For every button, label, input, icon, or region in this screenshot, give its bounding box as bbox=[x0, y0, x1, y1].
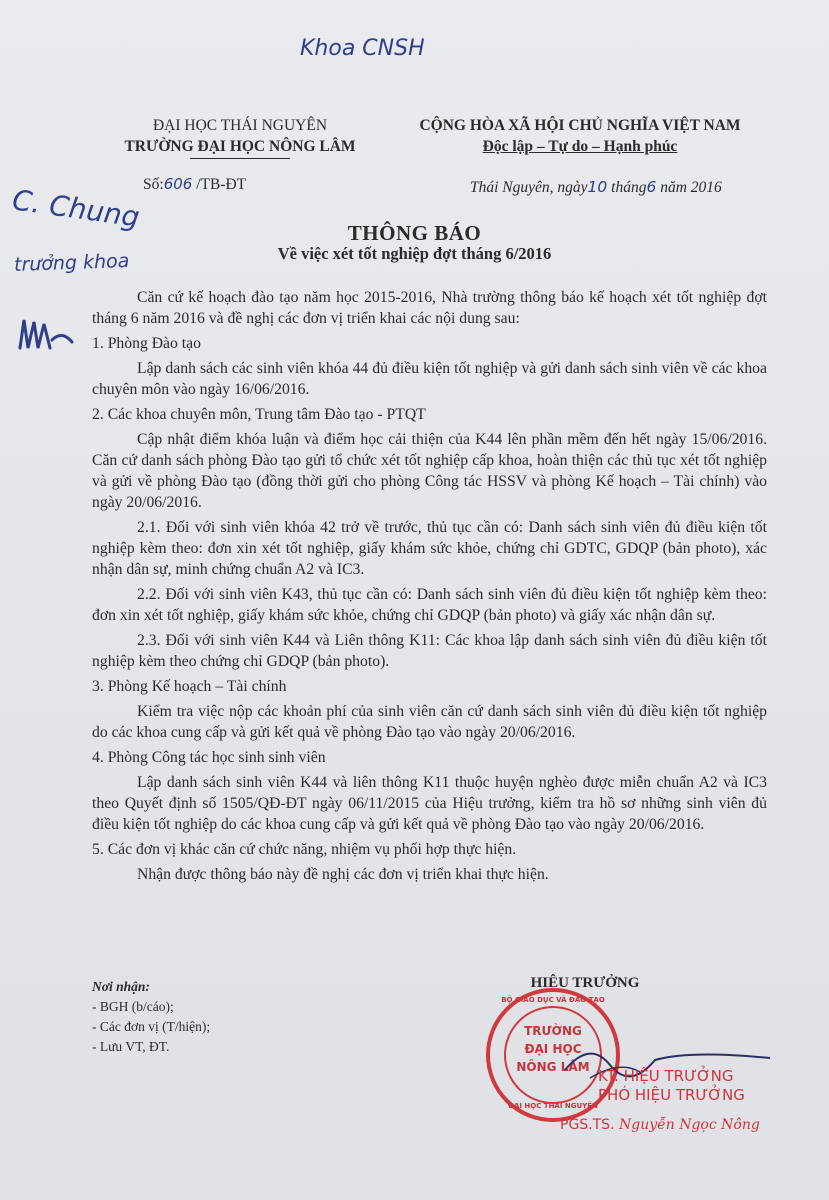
section-heading-1: 1. Phòng Đào tạo bbox=[92, 335, 201, 352]
issuer-header bbox=[100, 115, 380, 157]
stamp-ring-bottom: ĐẠI HỌC THÁI NGUYÊN bbox=[508, 1102, 598, 1110]
date-day-handwritten: 10 bbox=[587, 178, 608, 196]
section-heading-2: 2. Các khoa chuyên môn, Trung tâm Đào tạo - PTQT bbox=[92, 406, 426, 423]
issuer-parent: ĐẠI HỌC THÁI NGUYÊN bbox=[152, 117, 328, 134]
document-number bbox=[143, 175, 246, 194]
issuer-school: TRƯỜNG ĐẠI HỌC NÔNG LÂM bbox=[124, 138, 356, 155]
handwritten-note-side-2: trưởng khoa bbox=[13, 249, 130, 277]
section-heading-3: 3. Phòng Kế hoạch – Tài chính bbox=[92, 678, 287, 695]
recipients-block bbox=[92, 977, 352, 1057]
stamp-ring-top: BỘ GIÁO DỤC VÀ ĐÀO TẠO bbox=[501, 996, 605, 1004]
paragraph-section-2-3: 2.3. Đối với sinh viên K44 và Liên thông K11: Các khoa lập danh sách sinh viên đủ điều kiện tốt nghiệp kèm theo chứng chỉ GDQP (bản photo). bbox=[92, 632, 767, 670]
stamp-line-2: ĐẠI HỌC bbox=[524, 1042, 582, 1056]
handwritten-note-top: Khoa CNSH bbox=[300, 36, 425, 61]
paragraph-section-2-1: 2.1. Đối với sinh viên khóa 42 trở về trước, thủ tục cần có: Danh sách sinh viên đủ điều kiện tốt nghiệp kèm theo: đơn xin xét tốt nghiệp, giấy khám sức khỏe, chứng chỉ GDTC, GDQP (bản photo), xác nhận dân sự, minh chứng chuẩn A2 và IC3. bbox=[92, 519, 767, 578]
national-title: CỘNG HÒA XÃ HỘI CHỦ NGHĨA VIỆT NAM bbox=[419, 117, 741, 134]
national-motto: Độc lập – Tự do – Hạnh phúc bbox=[482, 138, 678, 155]
date-month-handwritten: 6 bbox=[646, 178, 657, 196]
paragraph-closing: Nhận được thông báo này đề nghị các đơn vị triển khai thực hiện. bbox=[137, 866, 549, 883]
handwritten-initials bbox=[12, 300, 82, 360]
issuer-underline bbox=[190, 158, 290, 159]
handwritten-note-side-1: C. Chung bbox=[10, 183, 142, 234]
document-subtitle: Về việc xét tốt nghiệp đợt tháng 6/2016 bbox=[277, 244, 552, 263]
document-number-suffix: /TB-ĐT bbox=[196, 176, 247, 193]
paragraph-section-3: Kiểm tra việc nộp các khoản phí của sinh viên căn cứ danh sách sinh viên đủ điều kiện tốt nghiệp do các khoa cung cấp và gửi kết quả về phòng Đào tạo vào ngày 20/06/2016. bbox=[92, 703, 767, 741]
document-date: Thái Nguyên, ngày10 tháng6 năm 2016 bbox=[470, 178, 722, 196]
document-title: THÔNG BÁO bbox=[347, 221, 482, 245]
recipients-heading: Nơi nhận: bbox=[92, 979, 150, 994]
paragraph-section-1: Lập danh sách các sinh viên khóa 44 đủ điều kiện tốt nghiệp và gửi danh sách sinh viên về các khoa chuyên môn vào ngày 16/06/2016. bbox=[92, 360, 767, 398]
paragraph-section-4: Lập danh sách sinh viên K44 và liên thông K11 thuộc huyện nghèo được miễn chuẩn A2 và IC3 theo Quyết định số 1505/QĐ-ĐT ngày 06/11/2015 của Hiệu trưởng, kiểm tra hồ sơ những sinh viên đủ điều kiện tốt nghiệp do các khoa cung cấp và gửi kết quả về phòng Đào tạo vào ngày 20/06/2016. bbox=[92, 774, 767, 833]
section-heading-5: 5. Các đơn vị khác căn cứ chức năng, nhiệm vụ phối hợp thực hiện. bbox=[92, 841, 517, 858]
recipient-item: - BGH (b/cáo); bbox=[92, 999, 174, 1014]
national-header bbox=[385, 115, 775, 157]
signer-line-1: KT. HIỆU TRƯỞNG bbox=[598, 1067, 734, 1085]
recipient-item: - Lưu VT, ĐT. bbox=[92, 1039, 170, 1054]
recipient-item: - Các đơn vị (T/hiện); bbox=[92, 1019, 211, 1034]
document-body bbox=[92, 287, 767, 889]
document-number-handwritten: 606 bbox=[163, 175, 193, 193]
section-heading-4: 4. Phòng Công tác học sinh sinh viên bbox=[92, 749, 326, 766]
stamp-line-1: TRƯỜNG bbox=[524, 1024, 582, 1038]
paragraph-section-2: Cập nhật điểm khóa luận và điểm học cải thiện của K44 lên phần mềm đến hết ngày 15/06/2016. Căn cứ danh sách phòng Đào tạo gửi tổ chức xét tốt nghiệp cấp khoa, hoàn thiện các thủ tục xét tốt nghiệp và gửi về phòng Đào tạo (đồng thời gửi cho phòng Công tác HSSV và phòng Kế hoạch – Tài chính) vào ngày 20/06/2016. bbox=[92, 431, 767, 511]
stamp-line-3: NÔNG LÂM bbox=[516, 1060, 590, 1074]
paragraph-section-2-2: 2.2. Đối với sinh viên K43, thủ tục cần có: Danh sách sinh viên đủ điều kiện tốt nghiệp kèm theo: đơn xin xét tốt nghiệp, giấy khám sức khỏe, chứng chỉ GDQP (bản photo) và giấy xác nhận dân sự. bbox=[92, 586, 767, 624]
signature-title: HIỆU TRƯỞNG bbox=[530, 975, 640, 991]
document-number-prefix: Số: bbox=[143, 176, 164, 193]
paragraph-intro: Căn cứ kế hoạch đào tạo năm học 2015-2016, Nhà trường thông báo kế hoạch xét tốt nghiệp đợt tháng 6 năm 2016 và đề nghị các đơn vị triển khai các nội dung sau: bbox=[92, 289, 767, 327]
signer-name: PGS.TS. Nguyễn Ngọc Nông bbox=[560, 1117, 760, 1133]
signer-line-2: PHÓ HIỆU TRƯỞNG bbox=[598, 1086, 745, 1104]
